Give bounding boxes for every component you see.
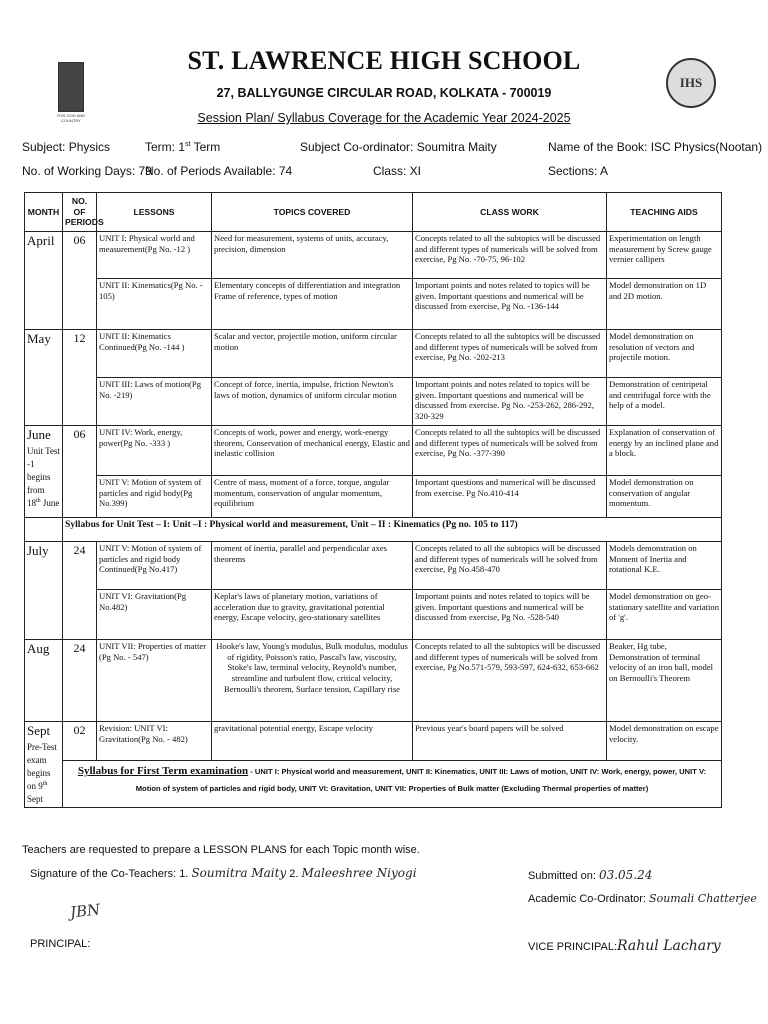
academic-coordinator-label: Academic Co-Ordinator: bbox=[528, 893, 650, 905]
month-cell: July bbox=[25, 542, 63, 640]
month-cell bbox=[25, 426, 63, 518]
topics-cell: Concepts of work, power and energy, work-energy theorem, Conservation of mechanical energy, Elastic and inelastic collision bbox=[212, 426, 413, 476]
emblem-text: IHS bbox=[679, 75, 703, 90]
classwork-cell: Important questions and numerical will be discussed from exercise. Pg No.410-414 bbox=[413, 476, 607, 518]
month-cell: April bbox=[25, 232, 63, 330]
aids-cell: Model demonstration on geo-stationary satellite and variation of 'g'. bbox=[607, 590, 722, 640]
periods-cell: 02 bbox=[63, 722, 97, 761]
classwork-cell: Concepts related to all the subtopics will be discussed and different types of numericals will be solved from exercise, Pg No. -70-75, 96-102 bbox=[413, 232, 607, 279]
school-address: 27, BALLYGUNGE CIRCULAR ROAD, KOLKATA - 700019 bbox=[216, 86, 552, 100]
table-header-row bbox=[25, 193, 722, 232]
periods-available: No. of Periods Available: 74 bbox=[145, 164, 293, 178]
month-name: June bbox=[27, 427, 51, 442]
aids-cell: Model demonstration on resolution of vectors and projectile motion. bbox=[607, 330, 722, 378]
col-header-month: MONTH bbox=[25, 193, 63, 232]
table-row bbox=[25, 640, 722, 722]
classwork-cell: Important points and notes related to topics will be given. Important questions and numerical will be discussed from exercise. Pg No. -253-262, 286-292, 320-329 bbox=[413, 378, 607, 426]
col-header-classwork: CLASS WORK bbox=[413, 193, 607, 232]
col-header-topics: TOPICS COVERED bbox=[212, 193, 413, 232]
lesson-cell: UNIT II: Kinematics(Pg No. - 105) bbox=[97, 279, 212, 330]
lesson-cell: UNIT VI: Gravitation(Pg No.482) bbox=[97, 590, 212, 640]
lesson-cell: UNIT III: Laws of motion(Pg No. -219) bbox=[97, 378, 212, 426]
lesson-cell: UNIT V: Motion of system of particles and rigid body Continued(Pg No.417) bbox=[97, 542, 212, 590]
table-row bbox=[25, 330, 722, 378]
table-row bbox=[25, 279, 722, 330]
col-header-aids: TEACHING AIDS bbox=[607, 193, 722, 232]
book-name: Name of the Book: ISC Physics(Nootan) bbox=[548, 140, 763, 154]
aids-cell: Model demonstration on 1D and 2D motion. bbox=[607, 279, 722, 330]
table-row bbox=[25, 722, 722, 761]
periods-cell: 06 bbox=[63, 426, 97, 518]
table-row bbox=[25, 378, 722, 426]
month-name: Sept bbox=[27, 723, 51, 738]
aids-cell: Explanation of conservation of energy by an inclined plane and a block. bbox=[607, 426, 722, 476]
lesson-plan-note: Teachers are requested to prepare a LESSON PLANS for each Topic month wise. bbox=[22, 844, 420, 856]
topics-cell: Centre of mass, moment of a force, torque, angular momentum, conservation of angular momentum, equilibrium bbox=[212, 476, 413, 518]
periods-cell: 24 bbox=[63, 640, 97, 722]
coteacher-2-signature: Maleeshree Niyogi bbox=[301, 866, 417, 880]
periods-cell: 24 bbox=[63, 542, 97, 640]
table-row bbox=[25, 232, 722, 279]
month-cell: Aug bbox=[25, 640, 63, 722]
submitted-on bbox=[528, 868, 652, 882]
first-term-syllabus: Syllabus for First Term examination - UNIT I: Physical world and measurement, UNIT II: Kinematics, UNIT III: Laws of motion, UNIT IV: Work, energy, power, UNIT V: Motion of system of particles and rigid body, UNIT VI: Gravitation, UNIT VII: Properties of Bulk matter (Excluding Thermal properties of matter) bbox=[63, 761, 722, 808]
month-cell: May bbox=[25, 330, 63, 426]
academic-coordinator-signature: Soumali Chatterjee bbox=[649, 892, 757, 905]
lesson-cell: UNIT I: Physical world and measurement(Pg No. -12 ) bbox=[97, 232, 212, 279]
classwork-cell: Important points and notes related to topics will be given. Important questions and numerical will be discussed from exercise, Pg No. -528-540 bbox=[413, 590, 607, 640]
first-term-syllabus-row bbox=[25, 761, 722, 808]
aids-cell: Beaker, Hg tube, Demonstration of terminal velocity of an iron ball, model on Bernoulli's Theorem bbox=[607, 640, 722, 722]
unit-test-syllabus-row bbox=[25, 518, 722, 542]
topics-cell: moment of inertia, parallel and perpendicular axes theorems bbox=[212, 542, 413, 590]
topics-cell: Hooke's law, Young's modulus, Bulk modulus, modulus of rigidity, Poisson's ratio, Pascal's law, viscosity, Stoke's law, terminal velocity, Reynold's number, streamline and turbulent flow, critical velocity, Bernoulli's theorem, Surface tension, Capillary rise bbox=[212, 640, 413, 722]
classwork-cell: Concepts related to all the subtopics will be discussed and different types of numericals will be solved from exercise, Pg No.571-579, 593-597, 624-632, 653-662 bbox=[413, 640, 607, 722]
table-row bbox=[25, 426, 722, 476]
aids-cell: Models demonstration on Moment of Inertia and rotational K.E. bbox=[607, 542, 722, 590]
lesson-cell: Revision: UNIT VI: Gravitation(Pg No. - 482) bbox=[97, 722, 212, 761]
classwork-cell: Concepts related to all the subtopics will be discussed and different types of numericals will be solved from exercise, Pg No.458-470 bbox=[413, 542, 607, 590]
topics-cell: Need for measurement, systems of units, accuracy, precision, dimension bbox=[212, 232, 413, 279]
classwork-cell: Concepts related to all the subtopics will be discussed and different types of numericals will be solved from exercise, Pg No. -377-390 bbox=[413, 426, 607, 476]
session-title: Session Plan/ Syllabus Coverage for the Academic Year 2024-2025 bbox=[197, 111, 571, 125]
coteacher-1-signature: Soumitra Maity bbox=[191, 866, 287, 880]
vice-principal-signature: Rahul Lachary bbox=[617, 938, 721, 954]
working-days: No. of Working Days: 79 bbox=[22, 164, 152, 178]
coteacher-signatures: Signature of the Co-Teachers: 1. Soumitra Maity 2. Maleeshree Niyogi bbox=[30, 866, 417, 880]
month-cell bbox=[25, 722, 63, 808]
aids-cell: Demonstration of centripetal and centrifugal force with the help of a model. bbox=[607, 378, 722, 426]
lesson-cell: UNIT II: Kinematics Continued(Pg No. -144 ) bbox=[97, 330, 212, 378]
pre-test-note: Pre-Test exam begins on 9th Sept bbox=[27, 742, 57, 805]
principal-label: PRINCIPAL: bbox=[30, 938, 91, 950]
topics-cell: Scalar and vector, projectile motion, uniform circular motion bbox=[212, 330, 413, 378]
submitted-date: 03.05.24 bbox=[598, 868, 653, 882]
topics-cell: Keplar's laws of planetary motion, variations of acceleration due to gravity, gravitational potential energy, Escape velocity, geo-stationary satellites bbox=[212, 590, 413, 640]
aids-cell: Model demonstration on escape velocity. bbox=[607, 722, 722, 761]
classwork-cell: Important points and notes related to topics will be given. Important questions and numerical will be discussed from exercise, Pg No. -136-144 bbox=[413, 279, 607, 330]
table-row bbox=[25, 476, 722, 518]
periods-cell: 06 bbox=[63, 232, 97, 330]
lesson-cell: UNIT V: Motion of system of particles and rigid body(Pg No.399) bbox=[97, 476, 212, 518]
topics-cell: Elementary concepts of differentiation and integration Frame of reference, types of motion bbox=[212, 279, 413, 330]
col-header-periods: NO. OF PERIODS bbox=[63, 193, 97, 232]
aids-cell: Experimentation on length measurement by Screw gauge vernier callipers bbox=[607, 232, 722, 279]
unit-test-note: Unit Test -1 begins from 18th June bbox=[27, 446, 60, 509]
submitted-label: Submitted on: bbox=[528, 870, 599, 882]
topics-cell: Concept of force, inertia, impulse, friction Newton's laws of motion, dynamics of uniform circular motion bbox=[212, 378, 413, 426]
month-cell-continued bbox=[25, 518, 63, 542]
topics-cell: gravitational potential energy, Escape velocity bbox=[212, 722, 413, 761]
vice-principal bbox=[528, 938, 721, 954]
coteachers-label: Signature of the Co-Teachers: 1. bbox=[30, 868, 192, 880]
lesson-cell: UNIT IV: Work, energy, power(Pg No. -333 ) bbox=[97, 426, 212, 476]
class-label: Class: XI bbox=[373, 164, 422, 178]
term-label: Term: 1st Term bbox=[145, 140, 221, 154]
table-row bbox=[25, 590, 722, 640]
classwork-cell: Concepts related to all the subtopics will be discussed and different types of numericals will be solved from exercise, Pg No. -202-213 bbox=[413, 330, 607, 378]
classwork-cell: Previous year's board papers will be solved bbox=[413, 722, 607, 761]
lesson-cell: UNIT VII: Properties of matter (Pg No. - 547) bbox=[97, 640, 212, 722]
academic-coordinator bbox=[528, 892, 757, 905]
sections-label: Sections: A bbox=[548, 164, 609, 178]
subject-label: Subject: Physics bbox=[22, 140, 111, 154]
subject-coordinator: Subject Co-ordinator: Soumitra Maity bbox=[300, 140, 497, 154]
vice-principal-label: VICE PRINCIPAL: bbox=[528, 941, 618, 953]
crest-caption: FOR GOD AND COUNTRY bbox=[56, 113, 85, 123]
aids-cell: Model demonstration on conservation of angular momentum. bbox=[607, 476, 722, 518]
table-row bbox=[25, 542, 722, 590]
col-header-lessons: LESSONS bbox=[97, 193, 212, 232]
unit-test-syllabus: Syllabus for Unit Test – I: Unit –I : Physical world and measurement, Unit – II : Kinematics (Pg no. 105 to 117) bbox=[63, 518, 722, 542]
school-name: ST. LAWRENCE HIGH SCHOOL bbox=[187, 46, 581, 75]
session-plan-table bbox=[24, 192, 722, 808]
periods-cell: 12 bbox=[63, 330, 97, 426]
principal-initials: JBN bbox=[69, 900, 102, 922]
